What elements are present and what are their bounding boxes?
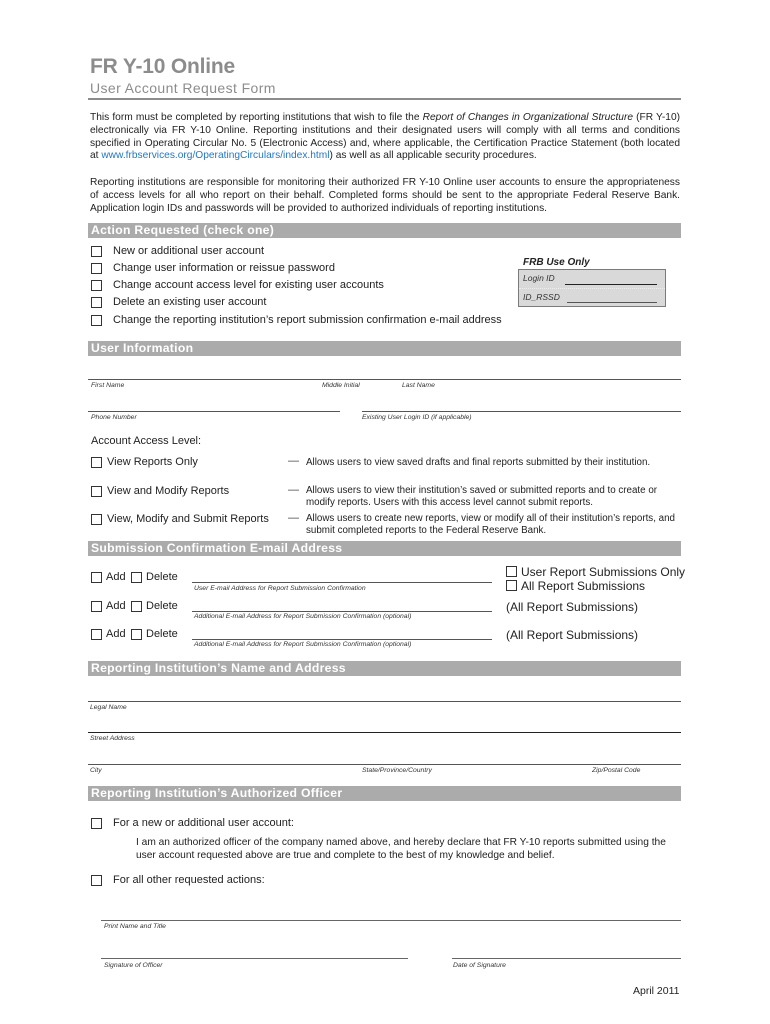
- checkbox-user-report-submissions-only[interactable]: [506, 566, 517, 577]
- additional-email-label: Additional E-mail Address for Report Submission Confirmation (optional): [194, 613, 412, 620]
- checkbox-change-confirmation-email[interactable]: [91, 315, 102, 326]
- checkbox-view-reports-only[interactable]: [91, 457, 102, 468]
- add-label: Add: [106, 600, 126, 612]
- checkbox-all-report-submissions[interactable]: [506, 580, 517, 591]
- frb-row-divider: [519, 288, 665, 289]
- access-level-description: Allows users to view their institution’s saved or submitted reports and to create or modify reports. Users with this access level cannot submit reports.: [306, 485, 658, 509]
- section-header-action-requested: Action Requested (check one): [88, 223, 681, 238]
- scope-all-report-submissions: (All Report Submissions): [506, 600, 639, 614]
- section-header-submission-email: Submission Confirmation E-mail Address: [88, 541, 681, 556]
- access-level-label: View, Modify and Submit Reports: [107, 513, 269, 525]
- form-subtitle: User Account Request Form: [90, 80, 276, 96]
- option-label: Change user information or reissue password: [113, 262, 335, 274]
- street-address-field[interactable]: [88, 732, 681, 733]
- last-name-label: Last Name: [402, 382, 435, 389]
- state-label: State/Province/Country: [362, 767, 432, 774]
- dash: —: [288, 455, 299, 467]
- access-level-label: View Reports Only: [107, 456, 198, 468]
- checkbox-change-access-level[interactable]: [91, 280, 102, 291]
- dash: —: [288, 512, 299, 524]
- frb-use-only-box: [518, 269, 666, 307]
- add-label: Add: [106, 571, 126, 583]
- section-header-institution: Reporting Institution’s Name and Address: [88, 661, 681, 676]
- id-rssd-label: ID_RSSD: [523, 292, 560, 302]
- date-of-signature-label: Date of Signature: [453, 962, 506, 969]
- option-label: Change the reporting institution’s report submission confirmation e-mail address: [113, 314, 502, 326]
- title-divider: [88, 98, 681, 100]
- signature-label: Signature of Officer: [104, 962, 163, 969]
- city-label: City: [90, 767, 102, 774]
- id-rssd-field[interactable]: [567, 302, 657, 303]
- access-level-description: Allows users to view saved drafts and final reports submitted by their institution.: [306, 457, 651, 468]
- section-header-user-information: User Information: [88, 341, 681, 356]
- account-access-level-label: Account Access Level:: [91, 435, 202, 447]
- officer-declaration: I am an authorized officer of the company named above, and hereby declare that FR Y-10 reports submitted using the user account requested above are true and complete to the best of my knowledge and belief.: [136, 837, 666, 861]
- option-label: Delete an existing user account: [113, 296, 267, 308]
- checkbox-delete-user-account[interactable]: [91, 297, 102, 308]
- first-name-label: First Name: [91, 382, 125, 389]
- existing-login-id-field[interactable]: [362, 411, 681, 412]
- checkbox-other-actions[interactable]: [91, 875, 102, 886]
- checkbox-new-account-officer[interactable]: [91, 818, 102, 829]
- phone-number-label: Phone Number: [91, 414, 137, 421]
- delete-label: Delete: [146, 571, 178, 583]
- frb-use-only-title: FRB Use Only: [523, 257, 590, 268]
- scope-all-report-submissions: (All Report Submissions): [506, 628, 639, 642]
- scope-option-label: User Report Submissions Only: [521, 565, 686, 579]
- login-id-field[interactable]: [565, 284, 657, 285]
- signature-field[interactable]: [101, 958, 408, 959]
- dash: —: [288, 484, 299, 496]
- checkbox-view-modify-submit-reports[interactable]: [91, 514, 102, 525]
- other-actions-label: For all other requested actions:: [113, 874, 265, 886]
- legal-name-label: Legal Name: [90, 704, 127, 711]
- middle-initial-label: Middle Initial: [322, 382, 360, 389]
- delete-label: Delete: [146, 628, 178, 640]
- checkbox-add-email-3[interactable]: [91, 629, 102, 640]
- login-id-label: Login ID: [523, 273, 555, 283]
- form-revision-date: April 2011: [633, 985, 680, 997]
- legal-name-field[interactable]: [88, 701, 681, 702]
- additional-email-field-1[interactable]: [192, 611, 492, 612]
- street-address-label: Street Address: [90, 735, 135, 742]
- print-name-label: Print Name and Title: [104, 923, 166, 930]
- option-label: Change account access level for existing user accounts: [113, 279, 384, 291]
- city-state-zip-field[interactable]: [88, 764, 681, 765]
- checkbox-delete-email-3[interactable]: [131, 629, 142, 640]
- add-label: Add: [106, 628, 126, 640]
- checkbox-delete-email-1[interactable]: [131, 572, 142, 583]
- checkbox-view-modify-reports[interactable]: [91, 486, 102, 497]
- checkbox-add-email-2[interactable]: [91, 601, 102, 612]
- phone-number-field[interactable]: [88, 411, 340, 412]
- operating-circulars-link[interactable]: www.frbservices.org/OperatingCirculars/index.html: [101, 150, 330, 162]
- name-field-line[interactable]: [88, 379, 681, 380]
- option-label: New or additional user account: [113, 245, 265, 257]
- section-header-authorized-officer: Reporting Institution’s Authorized Officer: [88, 786, 681, 801]
- intro-paragraph-2: Reporting institutions are responsible for monitoring their authorized FR Y-10 Online user accounts to ensure the appropriateness of access levels for all who report on their behalf. Completed forms should be sent to the appropriate Federal Reserve Bank. Application login IDs and passwords will be provided to authorized individuals of reporting institutions.: [90, 177, 680, 214]
- scope-option-label: All Report Submissions: [521, 579, 646, 593]
- checkbox-delete-email-2[interactable]: [131, 601, 142, 612]
- intro-paragraph-1: This form must be completed by reporting institutions that wish to file the Report of Changes in Organizational Structure (FR Y-10) electronically via FR Y-10 Online. Reporting institutions and their designated users will comply with all terms and conditions specified in Operating Circular No. 5 (Electronic Access) and, where applicable, the Certification Practice Statement (both located at www.frbservices.org/OperatingCirculars/index.html) as well as all applicable security procedures.: [90, 112, 681, 162]
- checkbox-change-user-info[interactable]: [91, 263, 102, 274]
- print-name-field[interactable]: [101, 920, 681, 921]
- date-of-signature-field[interactable]: [452, 958, 681, 959]
- delete-label: Delete: [146, 600, 178, 612]
- user-email-field[interactable]: [192, 582, 492, 583]
- access-level-description: Allows users to create new reports, view or modify all of their institution’s reports, and submit completed reports to the Federal Reserve Bank.: [306, 513, 675, 537]
- existing-login-id-label: Existing User Login ID (if applicable): [362, 414, 472, 421]
- user-email-label: User E-mail Address for Report Submission Confirmation: [194, 585, 366, 592]
- access-level-label: View and Modify Reports: [107, 485, 230, 497]
- form-title: FR Y-10 Online: [90, 55, 236, 78]
- checkbox-new-user-account[interactable]: [91, 246, 102, 257]
- zip-label: Zip/Postal Code: [592, 767, 641, 774]
- checkbox-add-email-1[interactable]: [91, 572, 102, 583]
- additional-email-label: Additional E-mail Address for Report Submission Confirmation (optional): [194, 641, 412, 648]
- new-account-label: For a new or additional user account:: [113, 817, 294, 829]
- additional-email-field-2[interactable]: [192, 639, 492, 640]
